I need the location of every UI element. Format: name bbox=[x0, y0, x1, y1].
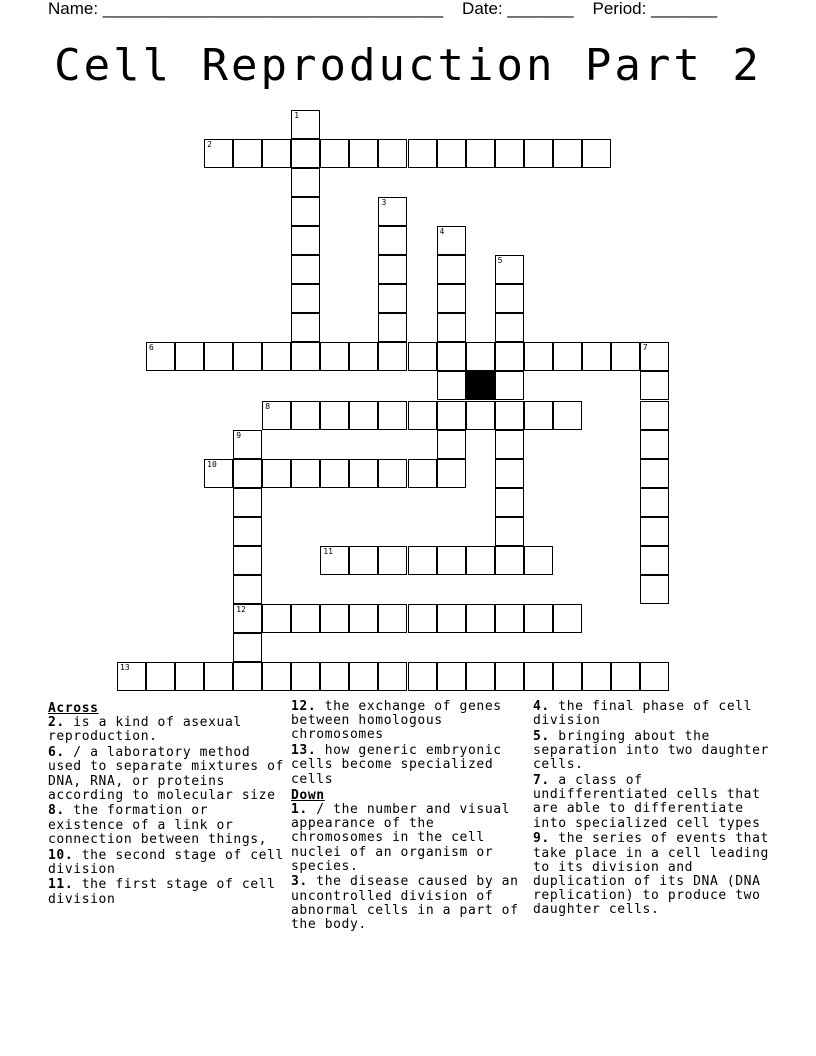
grid-cell[interactable] bbox=[291, 226, 320, 255]
grid-cell[interactable] bbox=[291, 168, 320, 197]
grid-cell[interactable] bbox=[204, 342, 233, 371]
across-clue: 11. the first stage of cell division bbox=[48, 877, 276, 907]
grid-cell[interactable] bbox=[233, 546, 262, 575]
down-clue: 1. / the number and visual appearance of the chromosomes in the cell nuclei of an organism or species. bbox=[291, 801, 511, 874]
grid-cell[interactable] bbox=[262, 342, 291, 371]
grid-cell[interactable] bbox=[640, 488, 669, 517]
clue-number: 11 bbox=[323, 546, 333, 556]
grid-cell[interactable] bbox=[524, 139, 553, 168]
grid-cell[interactable] bbox=[640, 575, 669, 604]
grid-cell[interactable] bbox=[233, 633, 262, 662]
grid-cell[interactable] bbox=[495, 546, 524, 575]
down-clue: 3. the disease caused by an uncontrolled division of abnormal cells in a part of the body. bbox=[291, 874, 519, 933]
grid-cell[interactable] bbox=[640, 459, 669, 488]
grid-cell[interactable] bbox=[524, 546, 553, 575]
grid-cell[interactable] bbox=[378, 197, 407, 226]
grid-cell[interactable] bbox=[495, 604, 524, 633]
grid-cell[interactable] bbox=[291, 255, 320, 284]
down-clue: 5. bringing about the separation into two daughter cells. bbox=[533, 728, 769, 773]
page-title: Cell Reproduction Part 2 bbox=[54, 40, 762, 91]
grid-cell[interactable] bbox=[524, 604, 553, 633]
down-clue: 9. the series of events that take place in a cell leading to its division and duplication of its DNA (DNA replication) to produce two daughter cells. bbox=[533, 831, 769, 918]
grid-cell[interactable] bbox=[495, 255, 524, 284]
grid-cell[interactable] bbox=[291, 139, 320, 168]
grid-cell[interactable] bbox=[437, 430, 466, 459]
grid-cell[interactable] bbox=[640, 371, 669, 400]
grid-cell[interactable] bbox=[524, 401, 553, 430]
grid-cell[interactable] bbox=[378, 255, 407, 284]
down-heading: Down bbox=[291, 787, 325, 803]
grid-cell[interactable] bbox=[553, 604, 582, 633]
grid-cell[interactable] bbox=[146, 342, 175, 371]
grid-cell[interactable] bbox=[378, 546, 407, 575]
grid-cell[interactable] bbox=[582, 662, 611, 691]
grid-cell[interactable] bbox=[582, 342, 611, 371]
grid-cell[interactable] bbox=[524, 342, 553, 371]
clue-number: 7 bbox=[642, 343, 648, 353]
grid-cell[interactable] bbox=[291, 197, 320, 226]
grid-cell[interactable] bbox=[495, 430, 524, 459]
grid-cell[interactable] bbox=[349, 459, 378, 488]
grid-cell[interactable] bbox=[495, 401, 524, 430]
grid-cell[interactable] bbox=[320, 342, 349, 371]
grid-cell[interactable] bbox=[233, 342, 262, 371]
grid-cell[interactable] bbox=[117, 662, 146, 691]
across-clue: 2. is a kind of asexual reproduction. bbox=[48, 715, 242, 745]
grid-cell[interactable] bbox=[233, 459, 262, 488]
clue-number: 10 bbox=[207, 459, 217, 469]
grid-cell[interactable] bbox=[378, 139, 407, 168]
header-fields: Name: ____________________________________ Date: _______ Period: _______ bbox=[48, 0, 718, 18]
grid-cell[interactable] bbox=[378, 459, 407, 488]
clue-number: 1 bbox=[294, 111, 300, 120]
grid-cell[interactable] bbox=[640, 401, 669, 430]
grid-cell[interactable] bbox=[291, 342, 320, 371]
grid-cell[interactable] bbox=[640, 430, 669, 459]
grid-cell[interactable] bbox=[553, 662, 582, 691]
grid-cell[interactable] bbox=[437, 284, 466, 313]
grid-cell[interactable] bbox=[408, 546, 437, 575]
grid-cell[interactable] bbox=[408, 459, 437, 488]
grid-cell[interactable] bbox=[437, 546, 466, 575]
grid-cell[interactable] bbox=[378, 401, 407, 430]
grid-cell[interactable] bbox=[262, 662, 291, 691]
grid-cell[interactable] bbox=[640, 517, 669, 546]
clue-number: 2 bbox=[207, 140, 212, 150]
grid-cell[interactable] bbox=[262, 604, 291, 633]
clue-number: 4 bbox=[439, 227, 445, 237]
across-clue: 6. / a laboratory method used to separate mixtures of DNA, RNA, or proteins according to molecular size bbox=[48, 745, 284, 803]
grid-cell[interactable] bbox=[175, 662, 204, 691]
grid-cell[interactable] bbox=[291, 604, 320, 633]
clue-number: 3 bbox=[381, 198, 387, 208]
grid-cell[interactable] bbox=[437, 342, 466, 371]
grid-cell[interactable] bbox=[291, 459, 320, 488]
grid-cell[interactable] bbox=[262, 459, 291, 488]
grid-cell[interactable] bbox=[349, 401, 378, 430]
grid-cell[interactable] bbox=[495, 342, 524, 371]
grid-cell[interactable] bbox=[291, 110, 320, 139]
clue-number: 5 bbox=[497, 256, 503, 266]
grid-cell[interactable] bbox=[408, 662, 437, 691]
grid-cell[interactable] bbox=[611, 662, 640, 691]
grid-cell[interactable] bbox=[437, 459, 466, 488]
grid-cell[interactable] bbox=[320, 662, 349, 691]
grid-cell[interactable] bbox=[495, 488, 524, 517]
grid-cell[interactable] bbox=[175, 342, 204, 371]
grid-cell[interactable] bbox=[495, 284, 524, 313]
grid-cell[interactable] bbox=[146, 662, 175, 691]
grid-cell[interactable] bbox=[553, 401, 582, 430]
grid-cell[interactable] bbox=[640, 662, 669, 691]
grid-cell[interactable] bbox=[437, 313, 466, 342]
grid-cell[interactable] bbox=[204, 139, 233, 168]
grid-cell[interactable] bbox=[233, 517, 262, 546]
clue-number: 12 bbox=[236, 604, 246, 614]
across-clue: 8. the formation or existence of a link or connection between things, bbox=[48, 803, 268, 847]
grid-cell[interactable] bbox=[611, 342, 640, 371]
grid-cell[interactable] bbox=[349, 604, 378, 633]
grid-cell[interactable] bbox=[437, 662, 466, 691]
grid-cell[interactable] bbox=[204, 459, 233, 488]
grid-cell[interactable] bbox=[378, 342, 407, 371]
grid-cell[interactable] bbox=[204, 662, 233, 691]
grid-cell[interactable] bbox=[378, 662, 407, 691]
grid-cell[interactable] bbox=[291, 662, 320, 691]
grid-cell[interactable] bbox=[378, 604, 407, 633]
grid-cell[interactable] bbox=[233, 430, 262, 459]
grid-cell[interactable] bbox=[233, 575, 262, 604]
grid-cell[interactable] bbox=[320, 604, 349, 633]
clue-column-1 bbox=[48, 700, 284, 908]
clue-number: 13 bbox=[120, 662, 130, 672]
grid-cell[interactable] bbox=[437, 604, 466, 633]
clue-number: 6 bbox=[149, 343, 154, 353]
down-clue: 7. a class of undifferentiated cells that are able to differentiate into specialized cell types bbox=[533, 773, 761, 831]
grid-cell[interactable] bbox=[437, 139, 466, 168]
grid-cell[interactable] bbox=[262, 401, 291, 430]
across-clue: 12. the exchange of genes between homologous chromosomes bbox=[291, 699, 502, 743]
grid-cell[interactable] bbox=[466, 139, 495, 168]
down-clue: 4. the final phase of cell division bbox=[533, 699, 753, 729]
across-clue: 13. how generic embryonic cells become specialized cells bbox=[291, 743, 502, 787]
grid-cell[interactable] bbox=[408, 139, 437, 168]
grid-cell[interactable] bbox=[291, 313, 320, 342]
grid-cell[interactable] bbox=[437, 371, 466, 400]
clue-number: 9 bbox=[236, 430, 242, 440]
grid-cell[interactable] bbox=[349, 139, 378, 168]
across-clue: 10. the second stage of cell division bbox=[48, 847, 284, 877]
grid-cell[interactable] bbox=[320, 546, 349, 575]
grid-cell[interactable] bbox=[291, 401, 320, 430]
grid-cell[interactable] bbox=[378, 313, 407, 342]
grid-cell[interactable] bbox=[320, 139, 349, 168]
grid-cell[interactable] bbox=[349, 546, 378, 575]
across-heading: Across bbox=[48, 701, 99, 716]
grid-cell[interactable] bbox=[640, 342, 669, 371]
grid-cell[interactable] bbox=[466, 546, 495, 575]
grid-cell[interactable] bbox=[233, 604, 262, 633]
grid-cell[interactable] bbox=[466, 604, 495, 633]
grid-cell[interactable] bbox=[233, 662, 262, 691]
grid-cell[interactable] bbox=[640, 546, 669, 575]
grid-cell-blocked bbox=[466, 371, 495, 400]
clue-number: 8 bbox=[265, 401, 271, 411]
grid-cell[interactable] bbox=[378, 284, 407, 313]
grid-cell[interactable] bbox=[553, 139, 582, 168]
grid-cell[interactable] bbox=[437, 226, 466, 255]
grid-cell[interactable] bbox=[378, 226, 407, 255]
grid-cell[interactable] bbox=[408, 342, 437, 371]
grid-cell[interactable] bbox=[320, 459, 349, 488]
grid-cell[interactable] bbox=[466, 342, 495, 371]
grid-cell[interactable] bbox=[320, 401, 349, 430]
grid-cell[interactable] bbox=[349, 342, 378, 371]
grid-cell[interactable] bbox=[437, 401, 466, 430]
grid-cell[interactable] bbox=[495, 139, 524, 168]
grid-cell[interactable] bbox=[495, 371, 524, 400]
grid-cell[interactable] bbox=[582, 139, 611, 168]
grid-cell[interactable] bbox=[408, 604, 437, 633]
clue-column-2 bbox=[291, 700, 527, 934]
grid-cell[interactable] bbox=[553, 342, 582, 371]
grid-cell[interactable] bbox=[495, 662, 524, 691]
grid-cell[interactable] bbox=[524, 662, 553, 691]
grid-cell[interactable] bbox=[262, 139, 291, 168]
grid-cell[interactable] bbox=[437, 255, 466, 284]
grid-cell[interactable] bbox=[495, 459, 524, 488]
clue-column-3 bbox=[533, 700, 769, 919]
grid-cell[interactable] bbox=[466, 401, 495, 430]
grid-cell[interactable] bbox=[349, 662, 378, 691]
grid-cell[interactable] bbox=[466, 662, 495, 691]
grid-cell[interactable] bbox=[291, 284, 320, 313]
grid-cell[interactable] bbox=[408, 401, 437, 430]
grid-cell[interactable] bbox=[233, 488, 262, 517]
grid-cell[interactable] bbox=[233, 139, 262, 168]
grid-cell[interactable] bbox=[495, 517, 524, 546]
grid-cell[interactable] bbox=[495, 313, 524, 342]
